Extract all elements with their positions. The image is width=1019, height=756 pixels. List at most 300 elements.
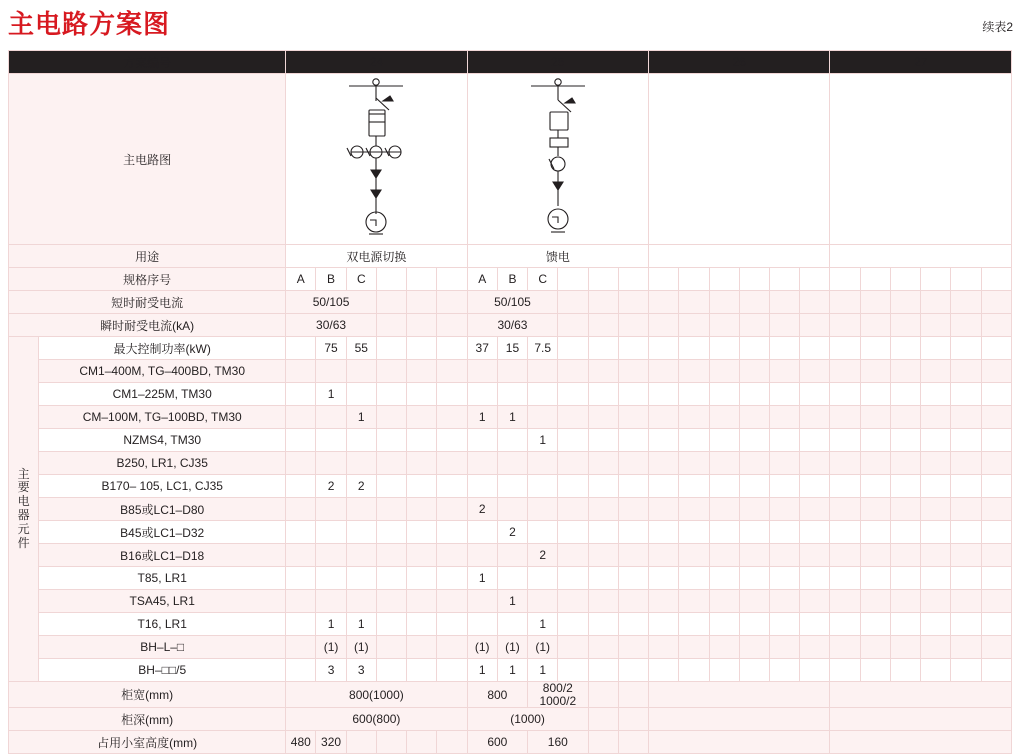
diagram-cell-24 [286, 74, 467, 245]
cabinet-depth-26 [649, 708, 830, 731]
cell [981, 475, 1011, 498]
cell [618, 590, 648, 613]
cell [467, 360, 497, 383]
cell [618, 544, 648, 567]
spec-cell [830, 268, 860, 291]
cell [286, 544, 316, 567]
cell: 1 [528, 659, 558, 682]
row-label: BH–L–□ [39, 636, 286, 659]
cell [467, 475, 497, 498]
cell [558, 544, 588, 567]
cell [588, 659, 618, 682]
cell [649, 429, 679, 452]
cell [921, 636, 951, 659]
cell [376, 659, 406, 682]
cell: 2 [497, 521, 527, 544]
cabinet-width-25b-top: 800/2 [542, 681, 573, 695]
cell [437, 360, 467, 383]
cell [921, 406, 951, 429]
cell [679, 636, 709, 659]
cell [830, 360, 860, 383]
cell [890, 567, 920, 590]
cell [679, 406, 709, 429]
cell [921, 452, 951, 475]
spec-cell [588, 268, 618, 291]
row-label: CM–100M, TG–100BD, TM30 [39, 406, 286, 429]
cabinet-width-25b-bot: 1000/2 [539, 693, 577, 708]
cell [830, 406, 860, 429]
cell [769, 429, 799, 452]
table-row-component [9, 544, 1012, 567]
cell [800, 659, 830, 682]
spec-cell: A [286, 268, 316, 291]
cell [588, 567, 618, 590]
cell: 1 [528, 429, 558, 452]
cell [860, 475, 890, 498]
cell [769, 544, 799, 567]
cell [679, 590, 709, 613]
cell [407, 636, 437, 659]
cell [376, 521, 406, 544]
cell [618, 567, 648, 590]
cell [407, 590, 437, 613]
cell [588, 383, 618, 406]
cell [800, 636, 830, 659]
cell [830, 521, 860, 544]
cell [921, 383, 951, 406]
cell [981, 360, 1011, 383]
cell [981, 636, 1011, 659]
spec-cell [558, 268, 588, 291]
cell [739, 521, 769, 544]
cabinet-width-27 [830, 682, 1012, 708]
cell [800, 567, 830, 590]
cell [346, 360, 376, 383]
usage-24: 双电源切换 [286, 245, 467, 268]
cell [800, 360, 830, 383]
cell [618, 406, 648, 429]
cabinet-depth-25: (1000) [467, 708, 588, 731]
spec-cell [618, 268, 648, 291]
cell [346, 590, 376, 613]
cell [346, 544, 376, 567]
cell [830, 337, 860, 360]
cell: 1 [497, 590, 527, 613]
diagram-cell-27 [830, 74, 1012, 245]
diagram-cell-26 [649, 74, 830, 245]
continued-label: 续表2 [982, 20, 1013, 34]
spec-cell [739, 268, 769, 291]
spec-cell: B [497, 268, 527, 291]
cell [286, 360, 316, 383]
cell [286, 590, 316, 613]
cell [376, 429, 406, 452]
cell [709, 659, 739, 682]
instant-24: 30/63 [286, 314, 377, 337]
cell [649, 337, 679, 360]
cell [407, 521, 437, 544]
cell [497, 383, 527, 406]
cell [467, 521, 497, 544]
cell: 1 [528, 613, 558, 636]
spec-cell: B [316, 268, 346, 291]
cell [437, 659, 467, 682]
cell [376, 544, 406, 567]
cell [890, 590, 920, 613]
cell [890, 498, 920, 521]
spec-cell [376, 268, 406, 291]
cell: 15 [497, 337, 527, 360]
cell: 2 [467, 498, 497, 521]
cell: 1 [316, 383, 346, 406]
compartment-height-26 [649, 731, 830, 754]
cell [951, 360, 981, 383]
cell [376, 406, 406, 429]
cell [437, 636, 467, 659]
cell [860, 498, 890, 521]
cell [739, 475, 769, 498]
row-label: 瞬时耐受电流(kA) [9, 314, 286, 337]
shorttime-24: 50/105 [286, 291, 377, 314]
cell [830, 475, 860, 498]
cell [679, 613, 709, 636]
cell [981, 590, 1011, 613]
cell [286, 475, 316, 498]
cell [346, 452, 376, 475]
cell [497, 475, 527, 498]
cell [528, 590, 558, 613]
cell [407, 659, 437, 682]
spec-cell: A [467, 268, 497, 291]
cell [437, 406, 467, 429]
cell [558, 567, 588, 590]
cell [860, 337, 890, 360]
table-row-compartment-height [9, 731, 1012, 754]
cell [558, 383, 588, 406]
usage-25: 馈电 [467, 245, 648, 268]
row-label: B85或LC1–D80 [39, 498, 286, 521]
cell [558, 337, 588, 360]
cell [376, 636, 406, 659]
cell [981, 383, 1011, 406]
cell [558, 521, 588, 544]
compartment-height-27 [830, 731, 1012, 754]
cell [588, 636, 618, 659]
circuit-diagram-24 [331, 74, 421, 244]
table-row-component [9, 636, 1012, 659]
cell [951, 521, 981, 544]
cell [709, 590, 739, 613]
table-row-component [9, 590, 1012, 613]
cell [286, 383, 316, 406]
cell [407, 613, 437, 636]
cell [679, 452, 709, 475]
cell [376, 498, 406, 521]
cell [860, 544, 890, 567]
cell [618, 337, 648, 360]
cell: 75 [316, 337, 346, 360]
cell [376, 590, 406, 613]
cell [769, 360, 799, 383]
cell [679, 475, 709, 498]
cell [346, 567, 376, 590]
cell [528, 567, 558, 590]
row-label: B16或LC1–D18 [39, 544, 286, 567]
cell [951, 383, 981, 406]
cell: 1 [467, 406, 497, 429]
cell [618, 498, 648, 521]
cell [709, 383, 739, 406]
cell [739, 452, 769, 475]
cell [830, 613, 860, 636]
compartment-height-25a: 600 [467, 731, 527, 754]
cell [769, 521, 799, 544]
cell [437, 337, 467, 360]
cell [739, 613, 769, 636]
cabinet-width-25a: 800 [467, 682, 527, 708]
cell [679, 521, 709, 544]
cell [286, 659, 316, 682]
cell [467, 429, 497, 452]
cell: 1 [467, 659, 497, 682]
table-row-component [9, 567, 1012, 590]
cell [376, 567, 406, 590]
spec-cell [921, 268, 951, 291]
cell [437, 567, 467, 590]
cell [890, 429, 920, 452]
cell [860, 360, 890, 383]
cell [316, 360, 346, 383]
cell [407, 337, 437, 360]
cell [528, 498, 558, 521]
cell [981, 613, 1011, 636]
cell [709, 544, 739, 567]
cell [769, 383, 799, 406]
spec-cell [437, 268, 467, 291]
cell [921, 567, 951, 590]
cell [588, 337, 618, 360]
cell [800, 429, 830, 452]
cell [649, 360, 679, 383]
cell [951, 406, 981, 429]
cell [588, 613, 618, 636]
cell [981, 498, 1011, 521]
spec-cell [709, 268, 739, 291]
cell [376, 337, 406, 360]
diagram-cell-25 [467, 74, 648, 245]
cell [981, 452, 1011, 475]
cell [407, 406, 437, 429]
cell [739, 383, 769, 406]
spec-cell [890, 268, 920, 291]
cell [437, 544, 467, 567]
cell [558, 498, 588, 521]
cell [407, 360, 437, 383]
cell [800, 406, 830, 429]
compartment-height-24b: 320 [316, 731, 346, 754]
cabinet-depth-27 [830, 708, 1012, 731]
header-scheme-27: 27 [830, 51, 1012, 74]
cell [558, 590, 588, 613]
cell [286, 498, 316, 521]
cell [376, 475, 406, 498]
cell [800, 452, 830, 475]
cell [618, 429, 648, 452]
row-label: TSA45, LR1 [39, 590, 286, 613]
spec-cell [649, 268, 679, 291]
cell [739, 636, 769, 659]
row-label: T16, LR1 [39, 613, 286, 636]
cabinet-width-25b [528, 682, 588, 708]
row-label: 最大控制功率(kW) [39, 337, 286, 360]
row-label: B45或LC1–D32 [39, 521, 286, 544]
table-row-component [9, 429, 1012, 452]
cell [860, 383, 890, 406]
table-row-component [9, 360, 1012, 383]
cell [437, 613, 467, 636]
usage-26 [649, 245, 830, 268]
table-row-component [9, 521, 1012, 544]
row-label: 短时耐受电流 [9, 291, 286, 314]
cell [437, 590, 467, 613]
cell: 1 [346, 406, 376, 429]
cell [890, 475, 920, 498]
header-scheme-25: 25 [467, 51, 648, 74]
cell [890, 659, 920, 682]
cell [921, 590, 951, 613]
cell: 55 [346, 337, 376, 360]
cell [497, 613, 527, 636]
cell [769, 475, 799, 498]
spec-cell [860, 268, 890, 291]
cell [618, 475, 648, 498]
row-label: 柜宽(mm) [9, 682, 286, 708]
cell [286, 337, 316, 360]
cell [558, 406, 588, 429]
cell [286, 429, 316, 452]
cell [860, 429, 890, 452]
cell [497, 452, 527, 475]
cell: 1 [316, 613, 346, 636]
cell [709, 360, 739, 383]
cell [739, 567, 769, 590]
cell [981, 521, 1011, 544]
cell [346, 498, 376, 521]
cell [649, 613, 679, 636]
row-label: T85, LR1 [39, 567, 286, 590]
cell [618, 636, 648, 659]
cell: 1 [497, 406, 527, 429]
cell [588, 498, 618, 521]
cell [649, 406, 679, 429]
row-label: CM1–400M, TG–400BD, TM30 [39, 360, 286, 383]
cell [407, 452, 437, 475]
cell [890, 383, 920, 406]
row-label: NZMS4, TM30 [39, 429, 286, 452]
cell [921, 544, 951, 567]
cell [679, 544, 709, 567]
cell [951, 498, 981, 521]
cell: 3 [346, 659, 376, 682]
cell [528, 475, 558, 498]
table-row-usage [9, 245, 1012, 268]
cell [981, 406, 1011, 429]
cell [830, 659, 860, 682]
table-header-row [9, 51, 1012, 74]
cell [618, 452, 648, 475]
cell: 1 [467, 567, 497, 590]
cell [860, 452, 890, 475]
cell [981, 567, 1011, 590]
cell: (1) [467, 636, 497, 659]
cell [588, 590, 618, 613]
cell [407, 498, 437, 521]
cell [437, 383, 467, 406]
cell [528, 406, 558, 429]
cell [921, 659, 951, 682]
cell [437, 429, 467, 452]
cell [649, 659, 679, 682]
spec-cell: C [346, 268, 376, 291]
cell [860, 567, 890, 590]
table-row-component [9, 406, 1012, 429]
cell [800, 613, 830, 636]
cell [376, 360, 406, 383]
cell [376, 613, 406, 636]
cell [497, 544, 527, 567]
cell [921, 498, 951, 521]
cell [981, 429, 1011, 452]
cell [769, 406, 799, 429]
cell [376, 383, 406, 406]
cell [407, 544, 437, 567]
cell [588, 406, 618, 429]
cell [679, 383, 709, 406]
cell [709, 567, 739, 590]
cell [981, 544, 1011, 567]
cell [890, 636, 920, 659]
cell [467, 544, 497, 567]
table-row-cabinet-width [9, 682, 1012, 708]
cell [528, 452, 558, 475]
cell [860, 521, 890, 544]
cell [830, 567, 860, 590]
cabinet-depth-24: 600(800) [286, 708, 467, 731]
cell: 3 [316, 659, 346, 682]
cell: 2 [316, 475, 346, 498]
cell: (1) [346, 636, 376, 659]
diagram-row [9, 74, 1012, 245]
cabinet-width-24: 800(1000) [286, 682, 467, 708]
cell [830, 590, 860, 613]
spec-cell: C [528, 268, 558, 291]
cell [800, 590, 830, 613]
cell [558, 360, 588, 383]
table-row-component [9, 475, 1012, 498]
cell [890, 544, 920, 567]
cell [709, 406, 739, 429]
component-group-label: 主 要 电 器 元 件 [9, 337, 39, 682]
cell: 1 [346, 613, 376, 636]
cell [618, 659, 648, 682]
cell [649, 475, 679, 498]
cell [649, 590, 679, 613]
diagram-row-label: 主电路图 [9, 74, 286, 245]
cell [618, 613, 648, 636]
cell [497, 567, 527, 590]
cell [316, 452, 346, 475]
main-circuit-table [8, 50, 1012, 754]
